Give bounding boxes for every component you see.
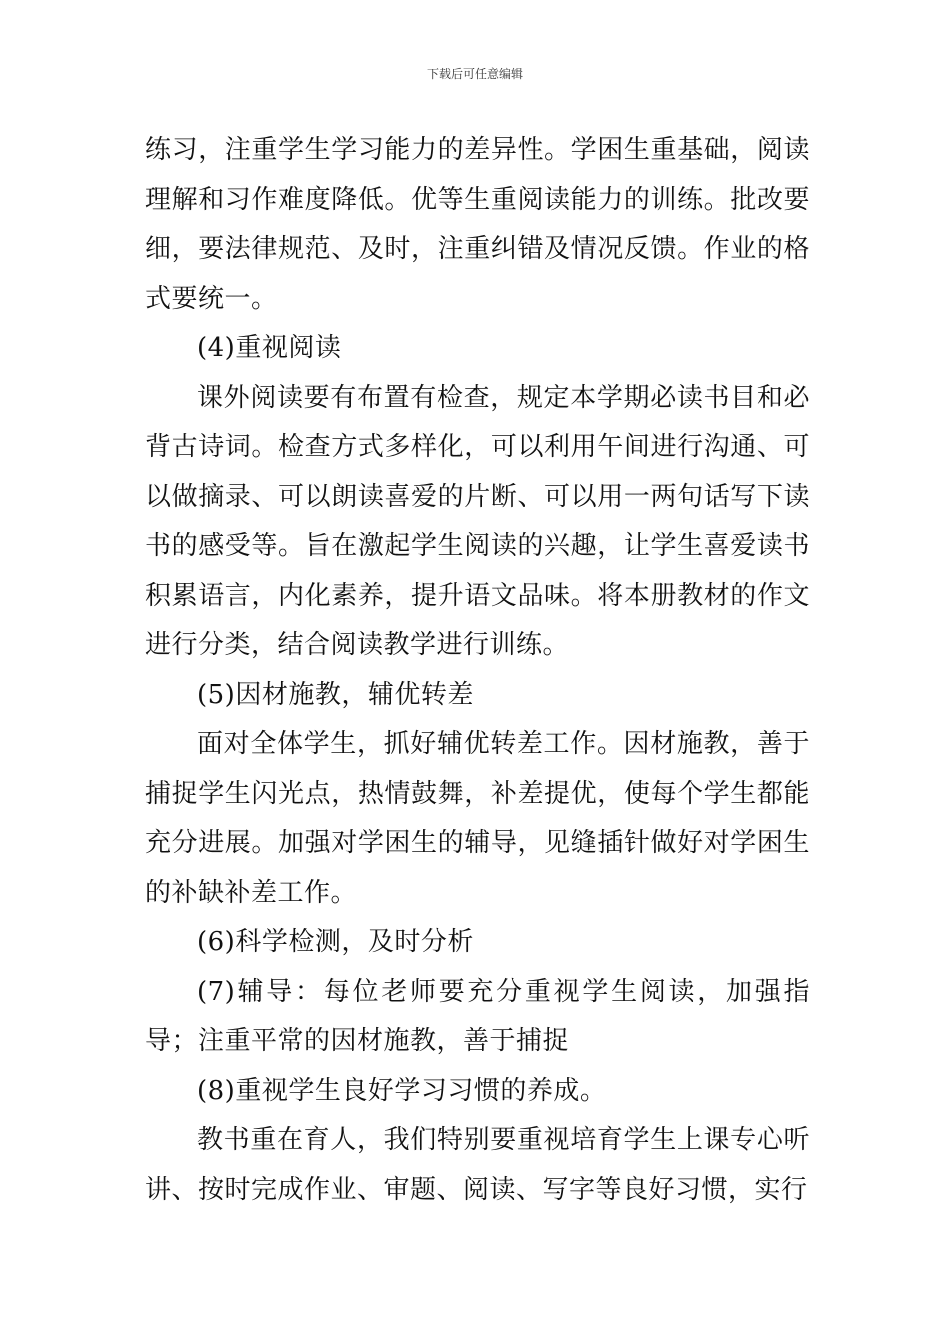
paragraph-study-habits: 教书重在育人，我们特别要重视培育学生上课专心听讲、按时完成作业、审题、阅读、写字等良好习惯，实行 xyxy=(145,1125,810,1205)
document-body xyxy=(145,126,810,1215)
paragraph-reading: 课外阅读要有布置有检查，规定本学期必读书目和必背古诗词。检查方式多样化，可以利用午间进行沟通、可以做摘录、可以朗读喜爱的片断、可以用一两句话写下读书的感受等。旨在激起学生阅读的兴趣，让学生喜爱读书积累语言，内化素养，提升语文品味。将本册教材的作文进行分类，结合阅读教学进行训练。 xyxy=(145,382,810,660)
heading-testing: (6)科学检测，及时分析 xyxy=(197,927,474,957)
page-header: 下载后可任意编辑 xyxy=(426,67,523,81)
heading-reading: (4)重视阅读 xyxy=(197,333,342,363)
paragraph-tutoring: (7)辅导：每位老师要充分重视学生阅读，加强指导；注重平常的因材施教，善于捕捉 xyxy=(145,976,810,1056)
heading-study-habits: (8)重视学生良好学习习惯的养成。 xyxy=(197,1075,607,1106)
paragraph-homework: 练习，注重学生学习能力的差异性。学困生重基础，阅读理解和习作难度降低。优等生重阅读能力的训练。批改要细，要法律规范、及时，注重纠错及情况反馈。作业的格式要统一。 xyxy=(145,135,810,314)
paragraph-individualized-teaching: 面对全体学生，抓好辅优转差工作。因材施教，善于捕捉学生闪光点，热情鼓舞，补差提优，使每个学生都能充分进展。加强对学困生的辅导，见缝插针做好对学困生的补缺补差工作。 xyxy=(145,729,810,908)
heading-individualized-teaching: (5)因材施教，辅优转差 xyxy=(197,679,474,710)
